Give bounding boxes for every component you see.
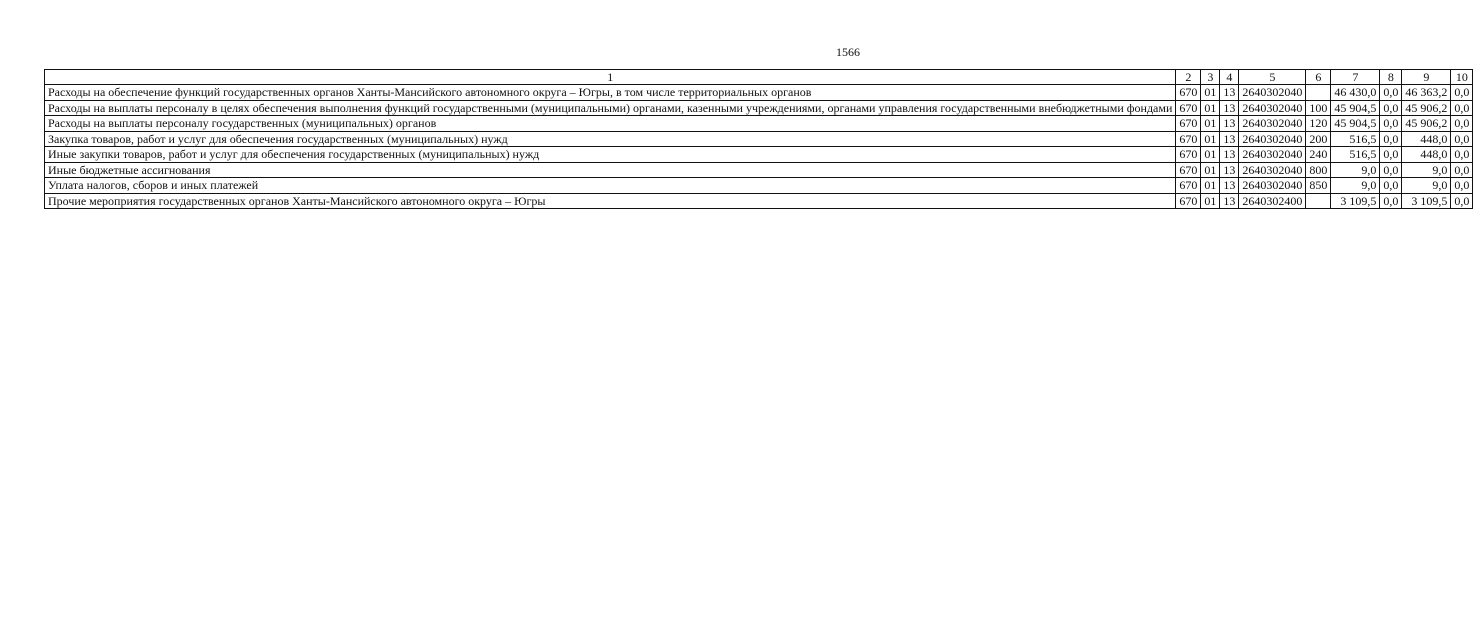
- table-row: [45, 131, 1473, 147]
- column-header: 6: [1306, 70, 1331, 85]
- column-header: 7: [1331, 70, 1380, 85]
- ministry-code: 670: [1176, 100, 1201, 116]
- column-header: 4: [1220, 70, 1239, 85]
- amount-col10: 0,0: [1451, 116, 1473, 132]
- column-header: 9: [1402, 70, 1451, 85]
- ministry-code: 670: [1176, 116, 1201, 132]
- ministry-code: 670: [1176, 178, 1201, 194]
- table-row: [45, 116, 1473, 132]
- page-number: 1566: [836, 45, 860, 59]
- amount-col7: 9,0: [1331, 178, 1380, 194]
- target-article-code: 2640302040: [1239, 85, 1306, 101]
- expense-type-code: 120: [1306, 116, 1331, 132]
- table-header-row: [45, 70, 1473, 85]
- amount-col7: 45 904,5: [1331, 100, 1380, 116]
- ministry-code: 670: [1176, 193, 1201, 209]
- target-article-code: 2640302040: [1239, 116, 1306, 132]
- amount-col8: 0,0: [1380, 162, 1402, 178]
- table-row: [45, 162, 1473, 178]
- amount-col8: 0,0: [1380, 85, 1402, 101]
- row-name: Расходы на выплаты персоналу в целях обеспечения выполнения функций государственными (муниципальными) органами, казенными учреждениями, органами управления государственными внебюджетными фондами: [45, 100, 1176, 116]
- row-name: Прочие мероприятия государственных органов Ханты-Мансийского автономного округа – Югры: [45, 193, 1176, 209]
- subsection-code: 13: [1220, 85, 1239, 101]
- column-header: 1: [45, 70, 1176, 85]
- column-header: 10: [1451, 70, 1473, 85]
- amount-col8: 0,0: [1380, 100, 1402, 116]
- subsection-code: 13: [1220, 131, 1239, 147]
- amount-col8: 0,0: [1380, 131, 1402, 147]
- amount-col9: 3 109,5: [1402, 193, 1451, 209]
- ministry-code: 670: [1176, 85, 1201, 101]
- expense-type-code: 240: [1306, 147, 1331, 163]
- amount-col9: 9,0: [1402, 162, 1451, 178]
- expense-type-code: [1306, 193, 1331, 209]
- row-name: Закупка товаров, работ и услуг для обеспечения государственных (муниципальных) нужд: [45, 131, 1176, 147]
- table-row: [45, 147, 1473, 163]
- section-code: 01: [1201, 131, 1220, 147]
- budget-table: [44, 69, 1473, 209]
- row-name: Иные закупки товаров, работ и услуг для обеспечения государственных (муниципальных) нужд: [45, 147, 1176, 163]
- row-name: Расходы на обеспечение функций государственных органов Ханты-Мансийского автономного округа – Югры, в том числе территориальных органов: [45, 85, 1176, 101]
- row-name: Иные бюджетные ассигнования: [45, 162, 1176, 178]
- amount-col9: 448,0: [1402, 131, 1451, 147]
- expense-type-code: 100: [1306, 100, 1331, 116]
- ministry-code: 670: [1176, 162, 1201, 178]
- target-article-code: 2640302400: [1239, 193, 1306, 209]
- table-row: [45, 100, 1473, 116]
- subsection-code: 13: [1220, 116, 1239, 132]
- subsection-code: 13: [1220, 162, 1239, 178]
- amount-col7: 46 430,0: [1331, 85, 1380, 101]
- table-row: [45, 193, 1473, 209]
- amount-col7: 45 904,5: [1331, 116, 1380, 132]
- section-code: 01: [1201, 85, 1220, 101]
- amount-col10: 0,0: [1451, 100, 1473, 116]
- amount-col9: 448,0: [1402, 147, 1451, 163]
- subsection-code: 13: [1220, 100, 1239, 116]
- amount-col10: 0,0: [1451, 85, 1473, 101]
- ministry-code: 670: [1176, 147, 1201, 163]
- section-code: 01: [1201, 116, 1220, 132]
- column-header: 8: [1380, 70, 1402, 85]
- section-code: 01: [1201, 147, 1220, 163]
- column-header: 2: [1176, 70, 1201, 85]
- row-name: Уплата налогов, сборов и иных платежей: [45, 178, 1176, 194]
- amount-col10: 0,0: [1451, 178, 1473, 194]
- target-article-code: 2640302040: [1239, 162, 1306, 178]
- section-code: 01: [1201, 100, 1220, 116]
- target-article-code: 2640302040: [1239, 131, 1306, 147]
- amount-col7: 516,5: [1331, 147, 1380, 163]
- table-row: [45, 85, 1473, 101]
- expense-type-code: 800: [1306, 162, 1331, 178]
- row-name: Расходы на выплаты персоналу государственных (муниципальных) органов: [45, 116, 1176, 132]
- subsection-code: 13: [1220, 178, 1239, 194]
- subsection-code: 13: [1220, 193, 1239, 209]
- amount-col8: 0,0: [1380, 116, 1402, 132]
- expense-type-code: [1306, 85, 1331, 101]
- amount-col10: 0,0: [1451, 193, 1473, 209]
- amount-col7: 9,0: [1331, 162, 1380, 178]
- section-code: 01: [1201, 193, 1220, 209]
- amount-col8: 0,0: [1380, 193, 1402, 209]
- target-article-code: 2640302040: [1239, 147, 1306, 163]
- target-article-code: 2640302040: [1239, 178, 1306, 194]
- amount-col8: 0,0: [1380, 178, 1402, 194]
- amount-col7: 516,5: [1331, 131, 1380, 147]
- expense-type-code: 850: [1306, 178, 1331, 194]
- table-row: [45, 178, 1473, 194]
- amount-col8: 0,0: [1380, 147, 1402, 163]
- amount-col9: 46 363,2: [1402, 85, 1451, 101]
- amount-col10: 0,0: [1451, 162, 1473, 178]
- amount-col10: 0,0: [1451, 147, 1473, 163]
- column-header: 5: [1239, 70, 1306, 85]
- target-article-code: 2640302040: [1239, 100, 1306, 116]
- amount-col7: 3 109,5: [1331, 193, 1380, 209]
- amount-col9: 45 906,2: [1402, 116, 1451, 132]
- subsection-code: 13: [1220, 147, 1239, 163]
- section-code: 01: [1201, 178, 1220, 194]
- expense-type-code: 200: [1306, 131, 1331, 147]
- column-header: 3: [1201, 70, 1220, 85]
- ministry-code: 670: [1176, 131, 1201, 147]
- section-code: 01: [1201, 162, 1220, 178]
- amount-col10: 0,0: [1451, 131, 1473, 147]
- amount-col9: 9,0: [1402, 178, 1451, 194]
- amount-col9: 45 906,2: [1402, 100, 1451, 116]
